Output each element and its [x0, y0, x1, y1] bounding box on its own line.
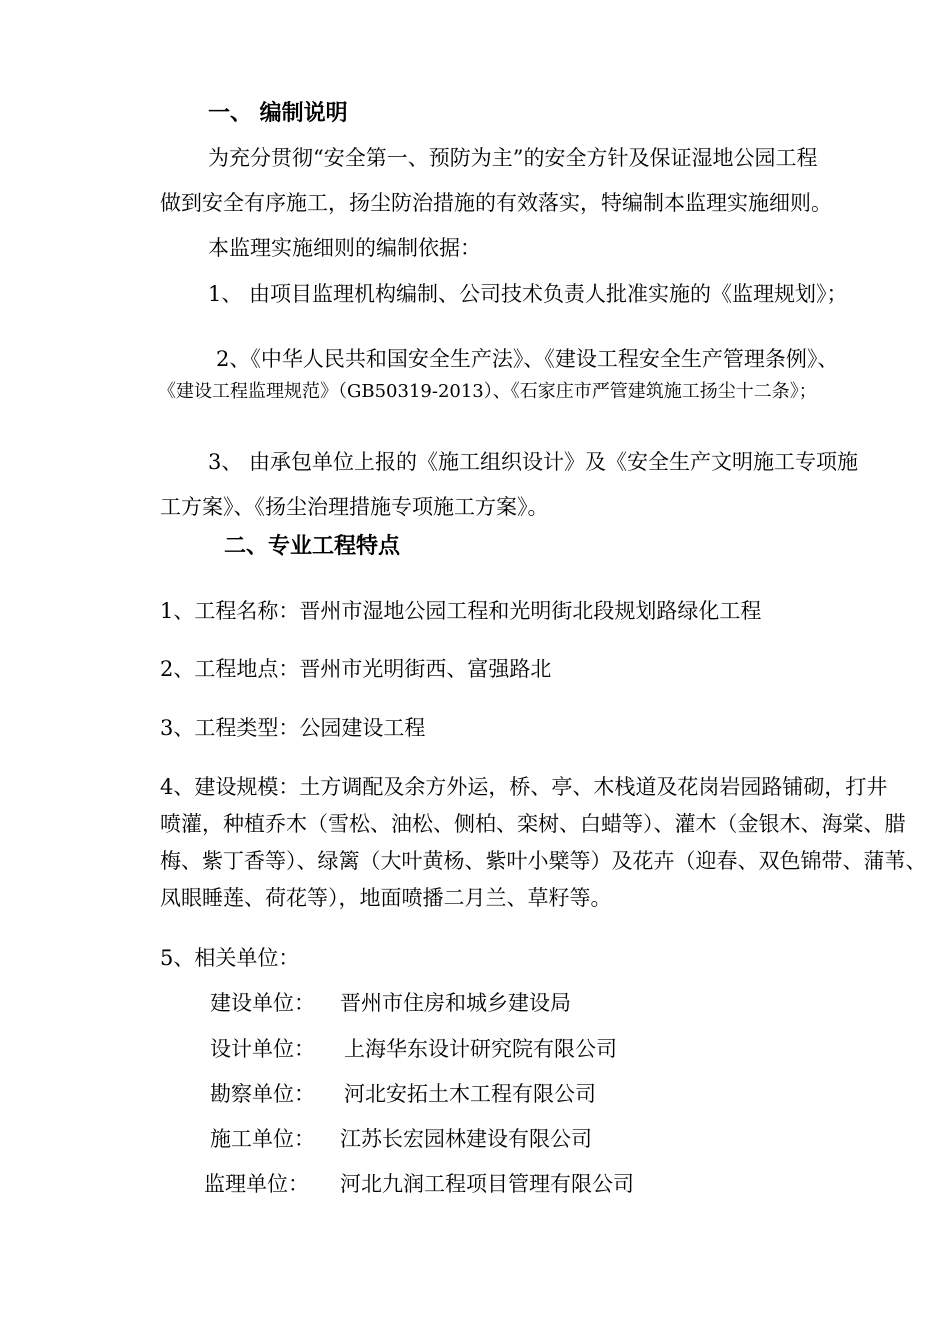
project-name: 1、工程名称：晋州市湿地公园工程和光明街北段规划路绿化工程: [160, 599, 762, 623]
intro-line-2: 做到安全有序施工，扬尘防治措施的有效落实，特编制本监理实施细则。: [160, 191, 832, 215]
project-scale-line-3: 梅、紫丁香等）、绿篱（大叶黄杨、紫叶小檗等）及花卉（迎春、双色锦带、蒲苇、: [160, 849, 927, 873]
project-location: 2、工程地点：晋州市光明街西、富强路北: [160, 657, 552, 681]
unit-value: 晋州市住房和城乡建设局: [340, 991, 571, 1015]
unit-label: 建设单位：: [210, 991, 315, 1015]
project-scale-line-1: 4、建设规模：土方调配及余方外运，桥、亭、木栈道及花岗岩园路铺砌，打井: [160, 775, 888, 799]
basis-item-3-line-2: 工方案》、《扬尘治理措施专项施工方案》。: [160, 495, 549, 519]
unit-value: 上海华东设计研究院有限公司: [344, 1037, 617, 1061]
unit-label: 勘察单位：: [210, 1082, 315, 1106]
project-scale-line-4: 凤眼睡莲、荷花等），地面喷播二月兰、草籽等。: [160, 886, 612, 910]
intro-line-1: 为充分贯彻“安全第一、预防为主”的安全方针及保证湿地公园工程: [208, 146, 818, 170]
section1-heading: 一、 编制说明: [208, 101, 348, 126]
basis-item-2-line-1: 2、《中华人民共和国安全生产法》、《建设工程安全生产管理条例》、: [216, 347, 839, 371]
unit-label: 监理单位：: [204, 1172, 309, 1196]
unit-label: 设计单位：: [210, 1037, 315, 1061]
units-title: 5、相关单位：: [160, 946, 300, 970]
project-scale-line-2: 喷灌，种植乔木（雪松、油松、侧柏、栾树、白蜡等）、灌木（金银木、海棠、腊: [160, 812, 906, 836]
project-type: 3、工程类型：公园建设工程: [160, 716, 426, 740]
unit-label: 施工单位：: [210, 1127, 315, 1151]
section2-heading: 二、专业工程特点: [224, 534, 401, 559]
basis-item-2-line-2: 《建设工程监理规范》（GB50319-2013）、《石家庄市严管建筑施工扬尘十二条》；: [158, 381, 817, 402]
unit-value: 河北九润工程项目管理有限公司: [340, 1172, 634, 1196]
basis-item-3-line-1: 3、 由承包单位上报的《施工组织设计》及《安全生产文明施工专项施: [208, 450, 859, 474]
basis-title: 本监理实施细则的编制依据：: [208, 236, 481, 260]
basis-item-1: 1、 由项目监理机构编制、公司技术负责人批准实施的《监理规划》；: [208, 282, 848, 306]
unit-value: 河北安拓土木工程有限公司: [344, 1082, 596, 1106]
unit-value: 江苏长宏园林建设有限公司: [340, 1127, 592, 1151]
